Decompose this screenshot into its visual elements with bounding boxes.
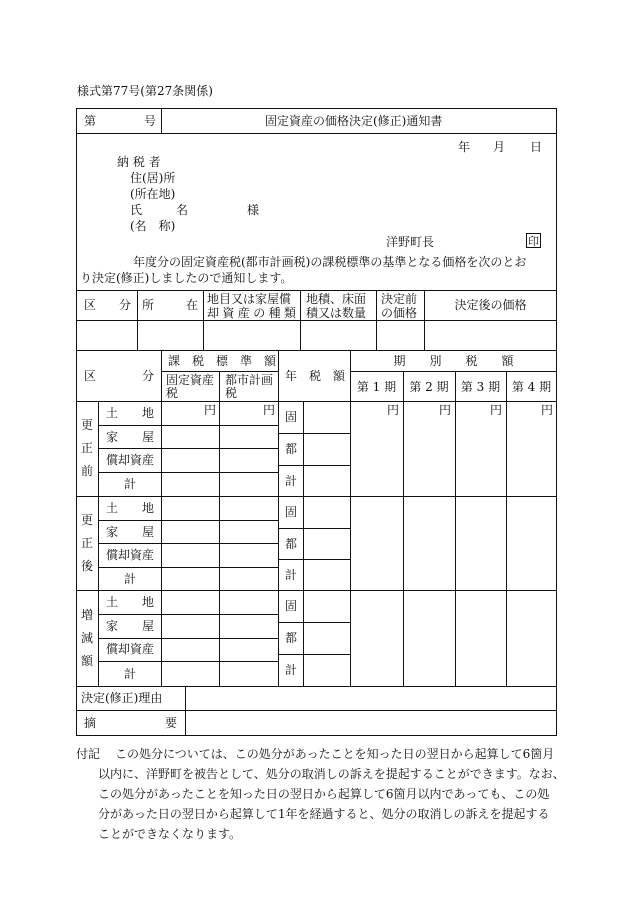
annual-fixed: 固 <box>285 410 298 424</box>
annual-total: 計 <box>285 568 298 582</box>
yen-unit: 円 <box>387 403 400 417</box>
t1-before-1: 決定前 <box>381 292 418 306</box>
row-depreciable: 償却資産 <box>106 548 155 562</box>
form-number: 様式第77号(第27条関係) <box>77 84 213 98</box>
annual-city: 都 <box>285 631 298 645</box>
intro-line-1: 年度分の固定資産税(都市計画税)の課税標準の基準となる価格を次のとお <box>133 255 527 269</box>
corp-name-label: (名 称) <box>130 219 176 233</box>
date-day: 日 <box>530 140 543 154</box>
t2-period-1: 第 1 期 <box>356 380 397 394</box>
t1-area-1: 地積、床面 <box>306 292 367 306</box>
issuer-name: 洋野町長 <box>386 235 435 249</box>
document-title: 固定資産の価格決定(修正)通知書 <box>265 114 443 128</box>
annual-city: 都 <box>285 537 298 551</box>
note-line-1: この処分については、この処分があったことを知った日の翌日から起算して6箇月 <box>115 747 555 761</box>
t2-annual-tax: 年 税 額 <box>285 369 346 383</box>
address-label: 住(居)所 <box>130 171 176 185</box>
summary-label: 摘 要 <box>84 716 177 730</box>
yen-unit: 円 <box>490 403 503 417</box>
sama-label: 様 <box>247 203 260 217</box>
t2-tax-base: 課 税 標 準 額 <box>168 354 277 368</box>
group-before-char: 更 <box>81 418 94 432</box>
row-house: 家 屋 <box>106 619 155 633</box>
row-land: 土 地 <box>106 501 155 515</box>
row-house: 家 屋 <box>106 525 155 539</box>
note-line-4: 分があった日の翌日から起算して1年を経過すると、処分の取消しの訴えを提起する <box>98 807 550 821</box>
note-label: 付記 <box>76 747 101 761</box>
t2-period-4: 第 4 期 <box>511 380 552 394</box>
seal-stamp: 印 <box>528 235 539 248</box>
annual-total: 計 <box>285 474 298 488</box>
t2-period-3: 第 3 期 <box>460 380 501 394</box>
row-total: 計 <box>124 572 137 586</box>
group-diff-char: 増 <box>81 608 94 622</box>
intro-line-2: り決定(修正)しましたので通知します。 <box>80 271 293 285</box>
group-diff-char: 減 <box>81 631 94 645</box>
yen-unit: 円 <box>439 403 452 417</box>
location-label: (所在地) <box>130 187 176 201</box>
name-label-2: 名 <box>176 203 189 217</box>
t2-period-tax: 期 別 税 額 <box>393 354 514 368</box>
t1-land-type-2: 却資産の種類 <box>207 306 300 320</box>
t2-city-plan-1: 都市計画 <box>225 373 274 387</box>
yen-unit: 円 <box>541 403 554 417</box>
t2-kubun: 区 分 <box>84 369 154 383</box>
group-diff-char: 額 <box>81 654 94 668</box>
row-house: 家 屋 <box>106 430 155 444</box>
row-total: 計 <box>124 477 137 491</box>
group-before-char: 前 <box>81 464 94 478</box>
t1-land-type-1: 地目又は家屋償 <box>207 292 292 306</box>
reason-label: 決定(修正)理由 <box>81 691 163 705</box>
yen-unit: 円 <box>204 403 217 417</box>
name-label-1: 氏 <box>130 203 143 217</box>
t1-kubun: 区 分 <box>84 298 131 312</box>
yen-unit: 円 <box>263 403 276 417</box>
row-total: 計 <box>124 667 137 681</box>
row-land: 土 地 <box>106 595 155 609</box>
annual-fixed: 固 <box>285 599 298 613</box>
row-land: 土 地 <box>106 406 155 420</box>
row-depreciable: 償却資産 <box>106 642 155 656</box>
row-depreciable: 償却資産 <box>106 453 155 467</box>
t1-area-2: 積又は数量 <box>306 306 367 320</box>
group-after-char: 後 <box>81 559 94 573</box>
t1-after: 決定後の価格 <box>454 298 527 312</box>
t2-fixed-asset-1: 固定資産 <box>166 373 215 387</box>
group-after-char: 更 <box>81 513 94 527</box>
annual-total: 計 <box>285 663 298 677</box>
note-line-5: ことができなくなります。 <box>98 827 242 841</box>
t2-period-2: 第 2 期 <box>409 380 449 394</box>
t1-before-2: の価格 <box>381 306 418 320</box>
t2-city-plan-2: 税 <box>225 386 238 400</box>
group-after-char: 正 <box>81 536 94 550</box>
taxpayer-label: 納 税 者 <box>117 155 161 169</box>
date-month: 月 <box>493 140 506 154</box>
date-year: 年 <box>458 140 471 154</box>
note-line-2: 以内に、洋野町を被告として、処分の取消しの訴えを提起することができます。なお、 <box>98 767 565 781</box>
t1-location: 所 在 <box>142 298 198 312</box>
group-before-char: 正 <box>81 441 94 455</box>
t2-fixed-asset-2: 税 <box>166 386 179 400</box>
annual-city: 都 <box>285 442 298 456</box>
number-label: 第 号 <box>84 114 157 128</box>
annual-fixed: 固 <box>285 505 298 519</box>
note-line-3: この処分があったことを知った日の翌日から起算して6箇月以内であっても、この処 <box>98 787 550 801</box>
